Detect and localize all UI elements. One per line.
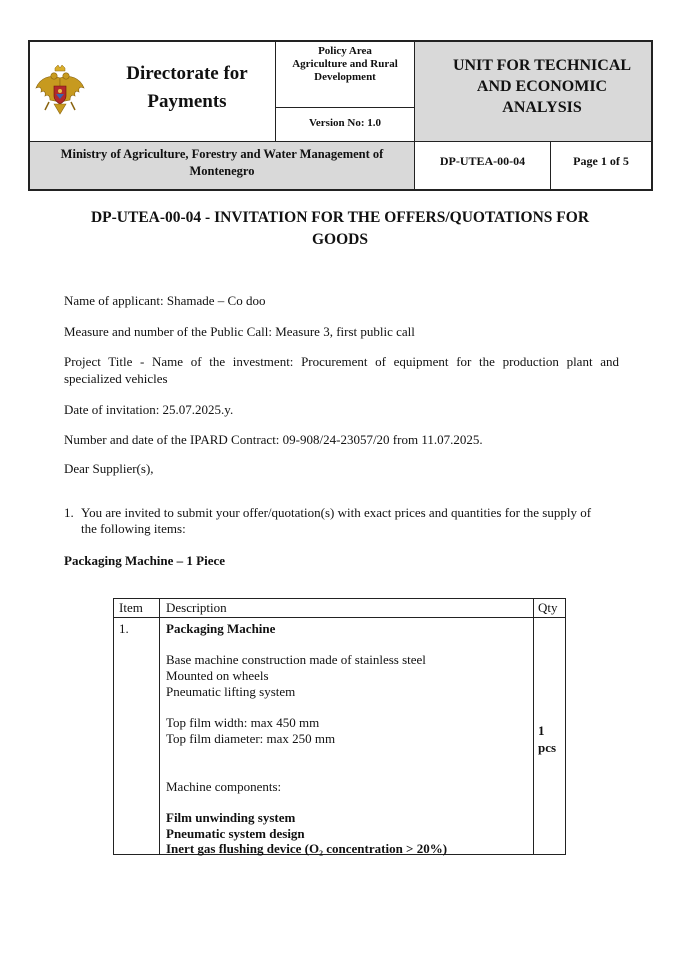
column-divider: [533, 599, 534, 854]
montenegro-coat-of-arms-icon: [32, 64, 88, 120]
measure-field: Measure and number of the Public Call: Measure 3, first public call: [64, 324, 415, 339]
title-line-2: GOODS: [312, 231, 368, 248]
page-number-cell: [551, 142, 651, 189]
header-qty: Qty: [538, 600, 558, 615]
greeting: Dear Supplier(s),: [64, 461, 154, 476]
policy-line-1: Policy Area: [318, 45, 372, 57]
unit-cell: [415, 42, 651, 142]
doc-code: DP-UTEA-00-04: [439, 154, 526, 168]
unit-line-1: UNIT FOR TECHNICAL: [452, 57, 632, 74]
row-component-3: Inert gas flushing device (O₂ concentration > 20%): [166, 841, 448, 856]
header-divider: [114, 617, 565, 618]
row-desc-4: Top film width: max 450 mm: [166, 715, 320, 730]
ministry-line-2: Montenegro: [189, 164, 255, 178]
document-title: [40, 207, 640, 251]
doc-code-cell: [415, 142, 551, 189]
row-desc-5: Top film diameter: max 250 mm: [166, 731, 336, 746]
directorate-line-2: Payments: [147, 91, 227, 112]
row-item-number: 1.: [119, 621, 129, 636]
row-qty-unit: pcs: [538, 740, 557, 755]
row-component-2: Pneumatic system design: [166, 826, 305, 841]
directorate-line-1: Directorate for: [126, 63, 248, 84]
row-desc-3: Pneumatic lifting system: [166, 684, 296, 699]
unit-line-3: ANALYSIS: [502, 99, 582, 116]
ministry-cell: [30, 142, 415, 189]
title-line-1: DP-UTEA-00-04 - INVITATION FOR THE OFFERS/QUOTATIONS FOR: [90, 209, 590, 226]
page-number: Page 1 of 5: [573, 154, 629, 168]
project-line-2: specialized vehicles: [64, 371, 168, 386]
row-components-label: Machine components:: [166, 779, 282, 794]
contract-field: Number and date of the IPARD Contract: 09-908/24-23057/20 from 11.07.2025.: [64, 432, 483, 447]
header-item: Item: [119, 600, 143, 615]
policy-line-3: Development: [314, 71, 376, 83]
row-desc-1: Base machine construction made of stainless steel: [166, 652, 426, 667]
row-desc-2: Mounted on wheels: [166, 668, 269, 683]
instruction-line-2: the following items:: [81, 521, 186, 536]
directorate-title: [102, 60, 272, 116]
header-description: Description: [166, 600, 227, 615]
project-title-field: [64, 353, 619, 387]
directorate-cell: [30, 42, 276, 142]
items-table: [113, 598, 566, 855]
project-line-1: Project Title - Name of the investment: Procurement of equipment for the production plant and: [64, 354, 619, 369]
row-component-1: Film unwinding system: [166, 810, 296, 825]
unit-line-2: AND ECONOMIC: [476, 78, 608, 95]
instruction-line-1: You are invited to submit your offer/quotation(s) with exact prices and quantities for the supply of: [81, 505, 592, 520]
row-item-name: Packaging Machine: [166, 621, 276, 636]
version-text: Version No: 1.0: [308, 117, 381, 129]
policy-line-2: Agriculture and Rural: [292, 58, 398, 70]
subheading: Packaging Machine – 1 Piece: [64, 553, 226, 568]
instruction-number: 1.: [64, 505, 74, 520]
policy-area-cell: [276, 42, 415, 108]
invitation-date-field: Date of invitation: 25.07.2025.y.: [64, 402, 234, 417]
instruction-item: [64, 505, 624, 537]
version-cell: [276, 108, 415, 142]
row-qty-number: 1: [538, 723, 545, 738]
ministry-line-1: Ministry of Agriculture, Forestry and Water Management of: [60, 147, 384, 161]
applicant-field: Name of applicant: Shamade – Co doo: [64, 293, 266, 308]
column-divider: [159, 599, 160, 854]
document-header: [28, 40, 653, 191]
